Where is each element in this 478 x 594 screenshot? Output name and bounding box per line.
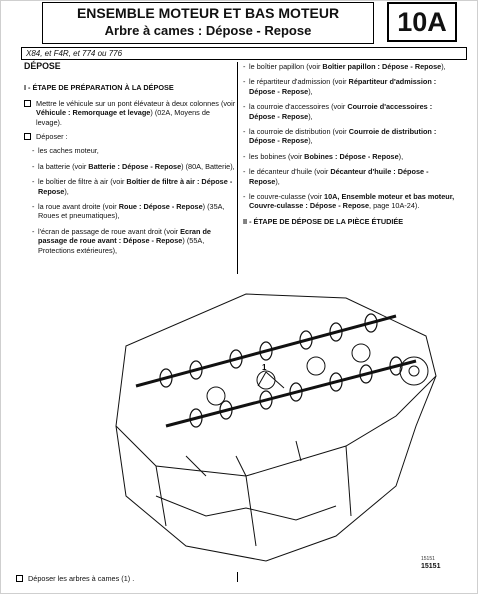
header-title-line2: Arbre à cames : Dépose - Repose — [104, 23, 312, 38]
callout-leader — [258, 372, 284, 388]
reference-link[interactable]: Batterie : Dépose - Repose — [88, 161, 182, 171]
list-item — [24, 227, 236, 255]
header-title-line1: ENSEMBLE MOTEUR ET BAS MOTEUR — [76, 5, 340, 21]
reference-link[interactable]: Bobines : Dépose - Repose — [304, 151, 399, 161]
block-edge — [346, 446, 351, 516]
list-item — [243, 167, 455, 186]
document-header — [6, 2, 468, 42]
item-text: la courroie d'accessoires (voir — [249, 102, 348, 112]
step-remove — [24, 132, 236, 141]
item-text: la roue avant droite (voir — [38, 202, 119, 212]
item-text: ), — [308, 86, 313, 96]
list-item — [243, 77, 455, 96]
checkbox-icon — [24, 100, 31, 107]
item-text: les bobines (voir — [249, 151, 305, 161]
step-text: Mettre le véhicule sur un pont élévateur à deux colonnes (voir — [36, 98, 236, 108]
camshaft-exhaust — [166, 361, 416, 426]
list-item — [243, 152, 455, 161]
item-text: la batterie (voir — [38, 161, 89, 171]
step-text: ) (02A, Moyens de levage). — [36, 108, 210, 127]
block-edge — [246, 476, 256, 546]
item-text: les caches moteur, — [38, 146, 99, 156]
reference-link[interactable]: Ecran de passage de roue avant : Dépose - Repose — [38, 226, 211, 246]
checkbox-icon — [16, 575, 23, 582]
reference-link[interactable]: Boîtier papillon : Dépose - Repose — [322, 62, 442, 71]
step-text: Déposer les arbres à cames (1) . — [28, 574, 135, 583]
item-text: ), — [441, 62, 446, 71]
item-text: ) (35A, Roues et pneumatiques), — [38, 202, 225, 221]
reference-link[interactable]: Véhicule : Remorquage et levage — [36, 108, 151, 118]
section-heading-preparation: I - ÉTAPE DE PRÉPARATION À LA DÉPOSE — [24, 83, 174, 93]
item-text: ) (55A, Protections extérieures), — [38, 236, 205, 255]
item-text: ), — [308, 111, 313, 121]
vehicle-variant: X84, et F4R, et 774 ou 776 — [21, 47, 467, 60]
list-item — [24, 177, 236, 196]
engine-block-outline — [116, 376, 436, 561]
item-text: le répartiteur d'admission (voir — [249, 77, 349, 87]
right-column — [243, 62, 455, 232]
reference-link[interactable]: 10A, Ensemble moteur et bas moteur, Couvre-culasse : Dépose - Repose — [249, 192, 455, 211]
list-item — [243, 102, 455, 121]
item-text: ), — [308, 136, 313, 146]
list-item — [243, 62, 455, 71]
item-text: , page 10A-24). — [369, 201, 420, 211]
item-text: la courroie de distribution (voir — [249, 127, 349, 137]
item-text: le boîtier papillon (voir — [249, 62, 323, 71]
reference-link[interactable]: Roue : Dépose - Repose — [118, 202, 203, 212]
checkbox-icon — [24, 133, 31, 140]
reference-link[interactable]: Répartiteur d'admission : Dépose - Repose — [249, 77, 437, 96]
list-item — [24, 202, 236, 221]
figure-number: 15151 — [421, 563, 441, 570]
column-divider — [237, 62, 238, 274]
manifold-detail — [156, 496, 336, 520]
item-text: l'écran de passage de roue avant droit (voir — [38, 226, 181, 236]
item-text: le couvre-culasse (voir — [249, 192, 325, 202]
cylinder-head-outline — [116, 294, 436, 476]
reference-link[interactable]: Décanteur d'huile : Dépose - Repose — [249, 167, 429, 186]
engine-camshaft-illustration — [96, 276, 448, 568]
column-divider-tick — [237, 572, 238, 582]
item-text: le boîtier de filtre à air (voir — [38, 177, 127, 187]
header-title-box — [42, 2, 374, 44]
step-remove-camshafts — [28, 574, 134, 583]
step-lift-vehicle — [24, 99, 236, 127]
item-text: ), — [398, 151, 404, 161]
list-item — [243, 192, 455, 211]
reference-link[interactable]: Courroie de distribution : Dépose - Repose — [249, 127, 437, 146]
list-item — [24, 146, 236, 155]
item-text: le décanteur d'huile (voir — [249, 167, 331, 177]
block-edge — [156, 466, 166, 526]
list-item — [24, 162, 236, 171]
callout-label: 1 — [262, 363, 267, 372]
left-column — [24, 62, 236, 261]
heading-depose: DÉPOSE — [24, 61, 61, 71]
reference-link[interactable]: Courroie d'accessoires : Dépose - Repose — [249, 102, 433, 121]
list-item — [243, 127, 455, 146]
figure-number-small: 15151 — [421, 556, 435, 562]
step-label: Déposer : — [36, 132, 68, 142]
item-text: ), — [64, 186, 69, 196]
section-heading-removal: II - ÉTAPE DE DÉPOSE DE LA PIÈCE ÉTUDIÉE — [243, 216, 404, 226]
chapter-code: 10A — [387, 2, 457, 42]
item-text: ), — [275, 176, 280, 186]
item-text: ) (80A, Batterie), — [181, 161, 235, 171]
reference-link[interactable]: Boîtier de filtre à air : Dépose - Repose — [38, 177, 233, 196]
